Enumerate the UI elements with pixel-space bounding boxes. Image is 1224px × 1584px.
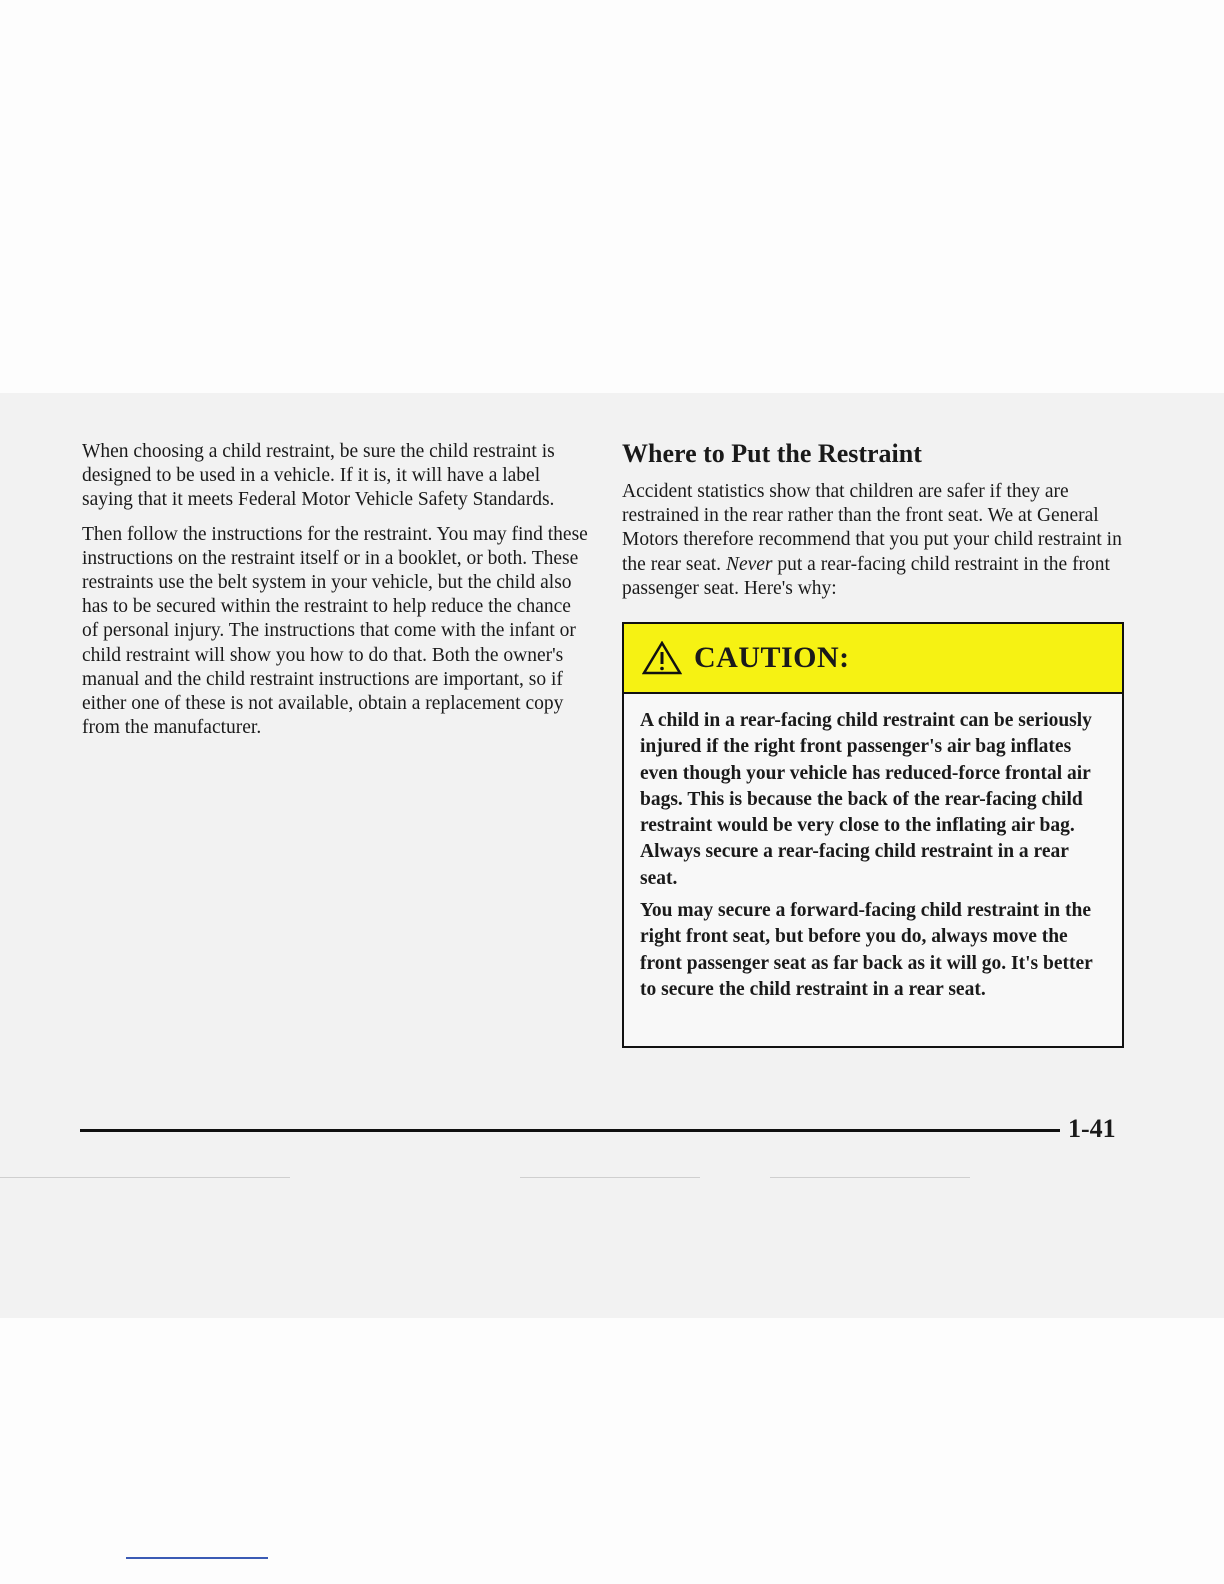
scan-artifact-line (0, 1177, 290, 1178)
left-column (82, 440, 590, 750)
caution-box (622, 622, 1124, 1048)
right-column (622, 438, 1124, 601)
intro-emphasis: Never (725, 553, 773, 575)
scan-artifact-line (770, 1177, 970, 1178)
link-underline (126, 1557, 268, 1559)
warning-triangle-icon (642, 641, 682, 675)
caution-header (624, 624, 1122, 694)
scan-artifact-line (520, 1177, 700, 1178)
paragraph-choosing-restraint: When choosing a child restraint, be sure the child restraint is designed to be used in a vehicle. If it is, it will have a label saying that it meets Federal Motor Vehicle Safety Standards. (82, 441, 555, 511)
paragraph-follow-instructions: Then follow the instructions for the restraint. You may find these instructions on the restraint itself or in a booklet, or both. These restraints use the belt system in your vehicle, but the child also has to be secured within the restraint to help reduce the chance of personal injury. The instructions that come with the infant or child restraint will show you how to do that. Both the owner's manual and the child restraint instructions are important, so if either one of these is not available, obtain a replacement copy from the manufacturer. (82, 523, 588, 739)
footer-rule (80, 1129, 1060, 1132)
section-title: Where to Put the Restraint (622, 439, 922, 468)
intro-text-end: put a rear-facing child restraint in the front passenger seat. Here's why: (622, 553, 1110, 599)
caution-body (624, 694, 1122, 1003)
caution-paragraph-rear-facing: A child in a rear-facing child restraint can be seriously injured if the right front passenger's air bag inflates even though your vehicle has reduced-force frontal air bags. This is because the back of the rear-facing child restraint would be very close to the inflating air bag. Always secure a rear-facing child restraint in a rear seat. (640, 710, 1092, 889)
caution-title: CAUTION: (694, 641, 850, 674)
caution-paragraph-forward-facing: You may secure a forward-facing child restraint in the right front seat, but before you do, always move the front passenger seat as far back as it will go. It's better to secure the child restraint in a rear seat. (640, 900, 1093, 1000)
section-intro (622, 480, 1124, 601)
page-number: 1-41 (1068, 1114, 1116, 1143)
intro-text-start: Accident statistics show that children are safer if they are restrained in the rear rather than the front seat. We at General Motors therefore recommend that you put your child restraint in the rear seat. (622, 481, 1122, 575)
